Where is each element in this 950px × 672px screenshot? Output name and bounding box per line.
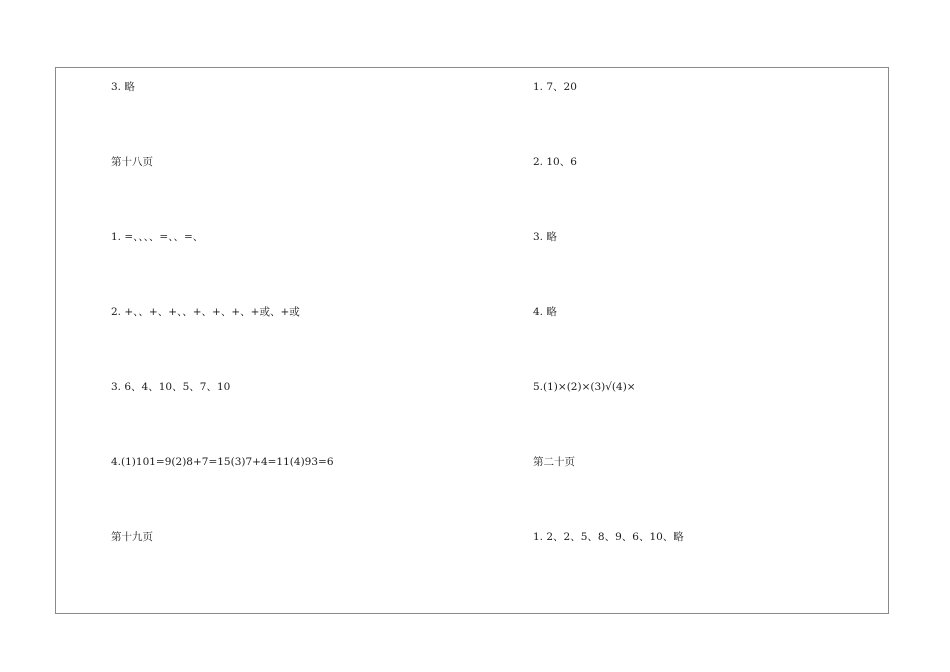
answer-line: 1. =、、、、=、、=、 [111,231,204,243]
answer-line: 2. +、、+、+、、+、+、+、+或、+或 [111,306,300,318]
section-heading: 第十九页 [111,531,153,543]
answer-line: 3. 略 [111,81,135,93]
page-frame [55,67,889,614]
answer-line: 5.(1)×(2)×(3)√(4)× [533,381,636,393]
answer-line: 4.(1)101=9(2)8+7=15(3)7+4=11(4)93=6 [111,456,334,468]
answer-line: 1. 7、20 [533,81,577,93]
answer-line: 1. 2、2、5、8、9、6、10、略 [533,531,684,543]
section-heading: 第二十页 [533,456,575,468]
section-heading: 第十八页 [111,156,153,168]
answer-line: 2. 10、6 [533,156,577,168]
answer-line: 3. 6、4、10、5、7、10 [111,381,231,393]
answer-line: 4. 略 [533,306,557,318]
answer-line: 3. 略 [533,231,557,243]
